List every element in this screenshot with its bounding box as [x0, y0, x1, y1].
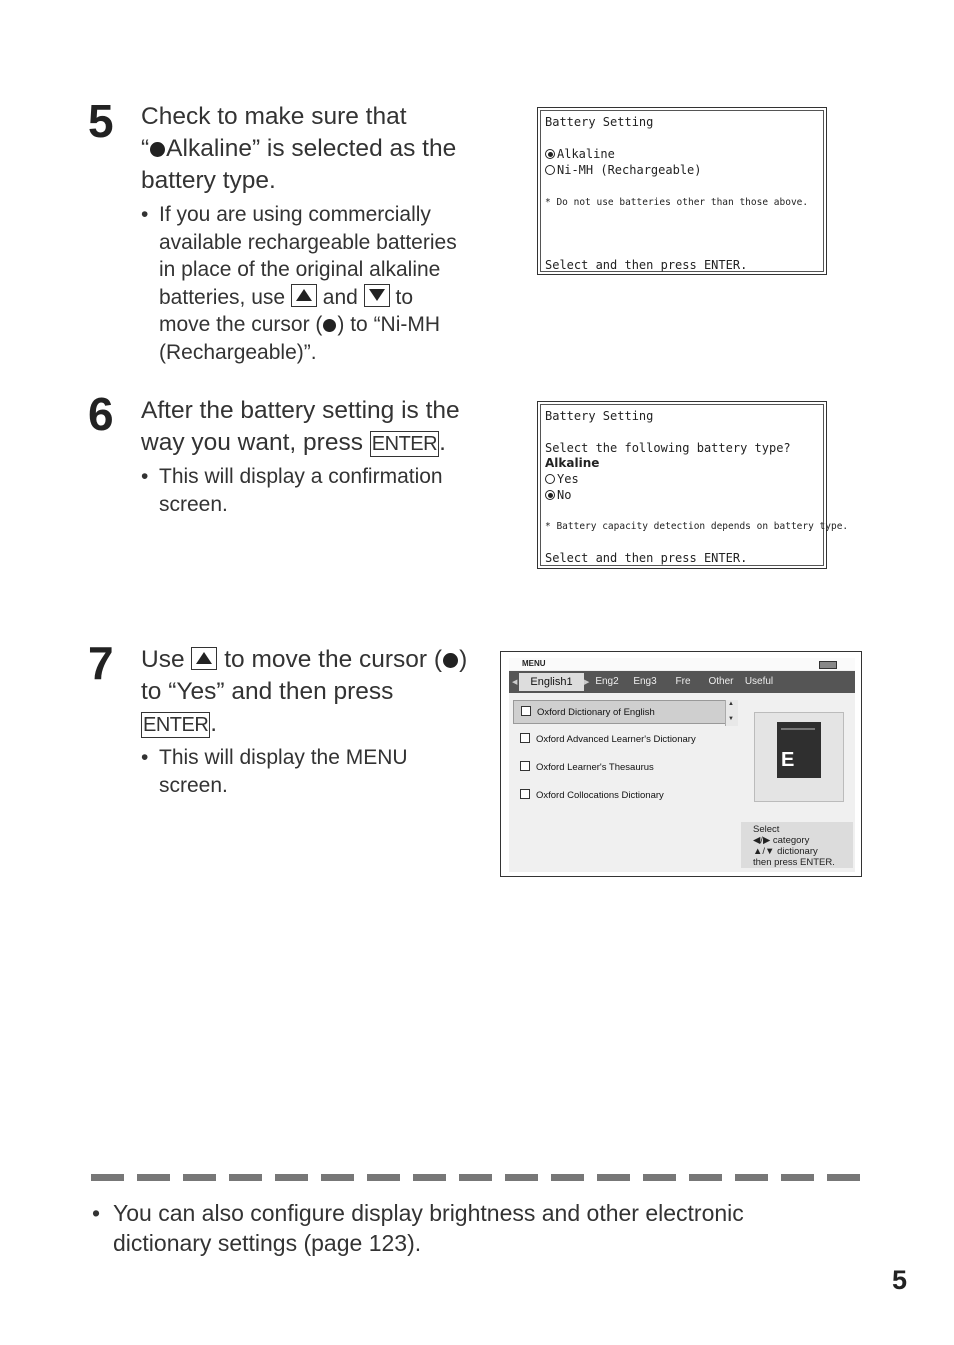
tab-left-arrow-icon: ◀	[512, 679, 518, 686]
dictionary-item[interactable]: Oxford Advanced Learner's Dictionary	[513, 728, 737, 752]
menu-screen	[500, 651, 862, 877]
up-arrow-key-icon	[191, 647, 217, 670]
option-nimh: Ni-MH (Rechargeable)	[545, 163, 702, 177]
cursor-dot-icon	[323, 319, 336, 332]
dictionary-cover-frame	[754, 712, 844, 802]
page-number: 5	[892, 1265, 908, 1295]
tab-useful[interactable]: Useful	[744, 676, 774, 687]
step-number: 6	[88, 388, 114, 440]
tab-other[interactable]: Other	[708, 676, 734, 687]
step-5-line: battery type.	[141, 167, 276, 194]
step-number: 5	[88, 95, 114, 147]
step-6-line: After the battery setting is the	[141, 397, 460, 424]
screen-footer: Select and then press ENTER.	[545, 551, 748, 565]
step-7-instruction	[141, 644, 467, 740]
dictionary-item[interactable]: Oxford Dictionary of English	[513, 700, 737, 724]
battery-icon	[819, 661, 837, 669]
dashed-divider	[91, 1174, 862, 1181]
battery-type-label: Alkaline	[545, 456, 600, 470]
radio-selected-icon	[545, 490, 555, 500]
note-bullet: • If you are using commercially available rechargeable batteries in place of the original alkaline batteries, use and to move the cursor ( ) to “Ni-MH (Rechargeable)”.	[141, 201, 457, 366]
tab-fre[interactable]: Fre	[675, 676, 691, 687]
radio-selected-icon	[545, 149, 555, 159]
battery-setting-screen	[537, 107, 827, 275]
radio-empty-icon	[545, 165, 555, 175]
dictionary-icon	[520, 761, 530, 771]
option-yes: Yes	[545, 472, 579, 486]
help-panel: Select ◀/▶ category ▲/▼ dictionary then press ENTER.	[741, 822, 853, 868]
note-bullet: • This will display the MENU screen.	[141, 744, 408, 799]
cursor-dot-icon	[443, 653, 458, 668]
step-7-note	[141, 744, 408, 799]
note-bullet: • This will display a confirmation screen.	[141, 463, 443, 518]
screen-title: Battery Setting	[545, 409, 654, 423]
dictionary-icon	[520, 733, 530, 743]
step-5-instruction	[141, 101, 456, 197]
screen-footer: Select and then press ENTER.	[545, 258, 748, 272]
down-arrow-key-icon	[364, 284, 390, 307]
step-6-line: way you want, press ENTER.	[141, 429, 446, 456]
screen-note: * Do not use batteries other than those above.	[545, 197, 809, 208]
step-5-line: “ Alkaline” is selected as the	[141, 135, 457, 162]
step-number: 7	[88, 637, 114, 689]
battery-confirm-screen	[537, 401, 849, 569]
scroll-up-icon: ▲	[728, 701, 734, 707]
step-5-note	[141, 201, 457, 366]
step-7-line: ENTER.	[143, 710, 218, 737]
option-alkaline: Alkaline	[545, 147, 615, 161]
step-6-instruction	[141, 395, 460, 459]
dictionary-item[interactable]: Oxford Learner's Thesaurus	[513, 756, 737, 780]
list-scrollbar[interactable]	[725, 700, 738, 726]
tab-eng3[interactable]: Eng3	[633, 676, 657, 687]
enter-key: ENTER	[143, 714, 209, 736]
footer-note: • You can also configure display brightness and other electronic dictionary settings (page 123).	[92, 1200, 744, 1256]
menu-header: MENU	[509, 658, 855, 670]
tab-right-arrow-icon: ▶	[584, 679, 590, 686]
screen-title: Battery Setting	[545, 115, 654, 129]
dictionary-item[interactable]: Oxford Collocations Dictionary	[513, 784, 737, 808]
step-6-note	[141, 463, 443, 518]
dictionary-icon	[521, 706, 531, 716]
step-7-line: Use to move the cursor ( )	[141, 646, 468, 673]
screen-question: Select the following battery type?	[545, 441, 791, 455]
scroll-down-icon: ▼	[728, 716, 734, 722]
enter-key: ENTER	[371, 433, 438, 455]
up-arrow-key-icon	[291, 284, 317, 307]
category-tabs	[509, 671, 855, 693]
screen-note: * Battery capacity detection depends on battery type.	[545, 521, 849, 532]
tab-eng2[interactable]: Eng2	[595, 676, 619, 687]
step-5-line: Check to make sure that	[141, 103, 407, 130]
cursor-dot-icon	[150, 142, 165, 157]
dictionary-cover	[777, 722, 821, 778]
option-no: No	[545, 488, 571, 502]
step-7-line: to “Yes” and then press	[141, 678, 394, 705]
tab-english1[interactable]: English1	[519, 673, 584, 691]
dictionary-icon	[520, 789, 530, 799]
radio-empty-icon	[545, 474, 555, 484]
book-letter: E	[781, 749, 795, 771]
